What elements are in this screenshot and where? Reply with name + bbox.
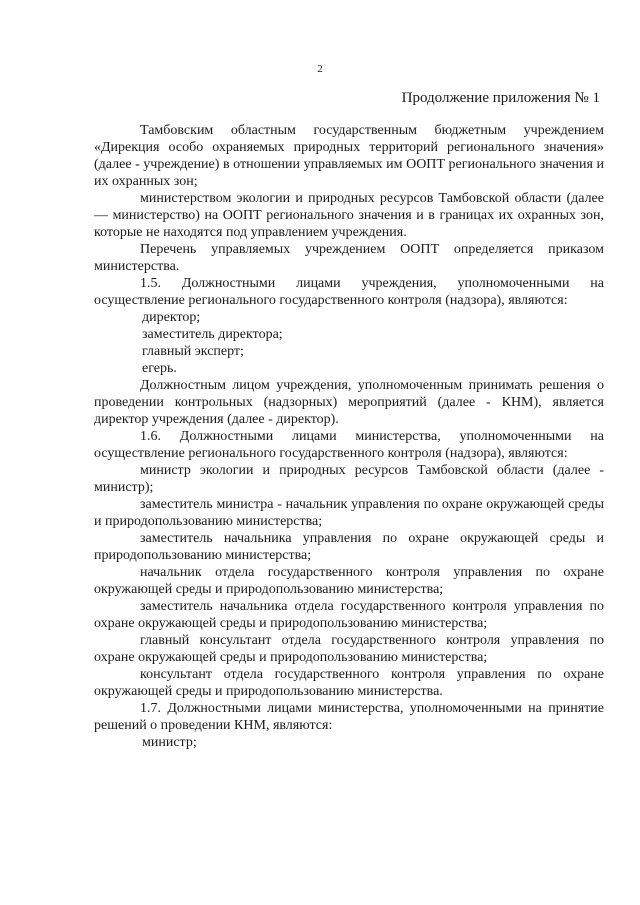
list-item: министр экологии и природных ресурсов Тамбовской области (далее - министр);: [94, 463, 604, 495]
paragraph: Перечень управляемых учреждением ООПТ определяется приказом министерства.: [94, 242, 604, 274]
list-item: егерь.: [142, 361, 177, 376]
list-item: заместитель начальника управления по охране окружающей среды и природопользованию министерства;: [94, 531, 604, 563]
section-1-6: 1.6. Должностными лицами министерства, уполномоченными на осуществление регионального государственного контроля (надзора), являются:: [94, 429, 604, 461]
list-item: заместитель директора;: [142, 327, 283, 342]
list-item: заместитель министра - начальник управления по охране окружающей среды и природопользованию министерства;: [94, 497, 604, 529]
section-1-5: 1.5. Должностными лицами учреждения, уполномоченными на осуществление регионального государственного контроля (надзора), являются:: [94, 276, 604, 308]
list-item: директор;: [142, 310, 201, 325]
list-item: министр;: [142, 735, 197, 750]
list-item: главный консультант отдела государственного контроля управления по охране окружающей среды и природопользованию министерства;: [94, 633, 604, 665]
paragraph: министерством экологии и природных ресурсов Тамбовской области (далее — министерство) на ООПТ регионального значения и в границах их охранных зон, которые не находятся под управлением учреждения.: [94, 191, 604, 240]
document-body: [94, 122, 604, 751]
continuation-header: Продолжение приложения № 1: [401, 90, 600, 106]
list-item: консультант отдела государственного контроля управления по охране окружающей среды и природопользованию министерства.: [94, 667, 604, 699]
paragraph: Должностным лицом учреждения, уполномоченным принимать решения о проведении контрольных (надзорных) мероприятий (далее - КНМ), является директор учреждения (далее - директор).: [94, 378, 604, 427]
list-item: начальник отдела государственного контроля управления по охране окружающей среды и природопользованию министерства;: [94, 565, 604, 597]
list-item: заместитель начальника отдела государственного контроля управления по охране окружающей среды и природопользованию министерства;: [94, 599, 604, 631]
page-number: 2: [317, 63, 323, 75]
list-item: главный эксперт;: [142, 344, 244, 359]
paragraph: Тамбовским областным государственным бюджетным учреждением «Дирекция особо охраняемых природных территорий регионального значения» (далее - учреждение) в отношении управляемых им ООПТ регионального значения и их охранных зон;: [94, 123, 604, 189]
section-1-7: 1.7. Должностными лицами министерства, уполномоченными на принятие решений о проведении КНМ, являются:: [94, 701, 604, 733]
